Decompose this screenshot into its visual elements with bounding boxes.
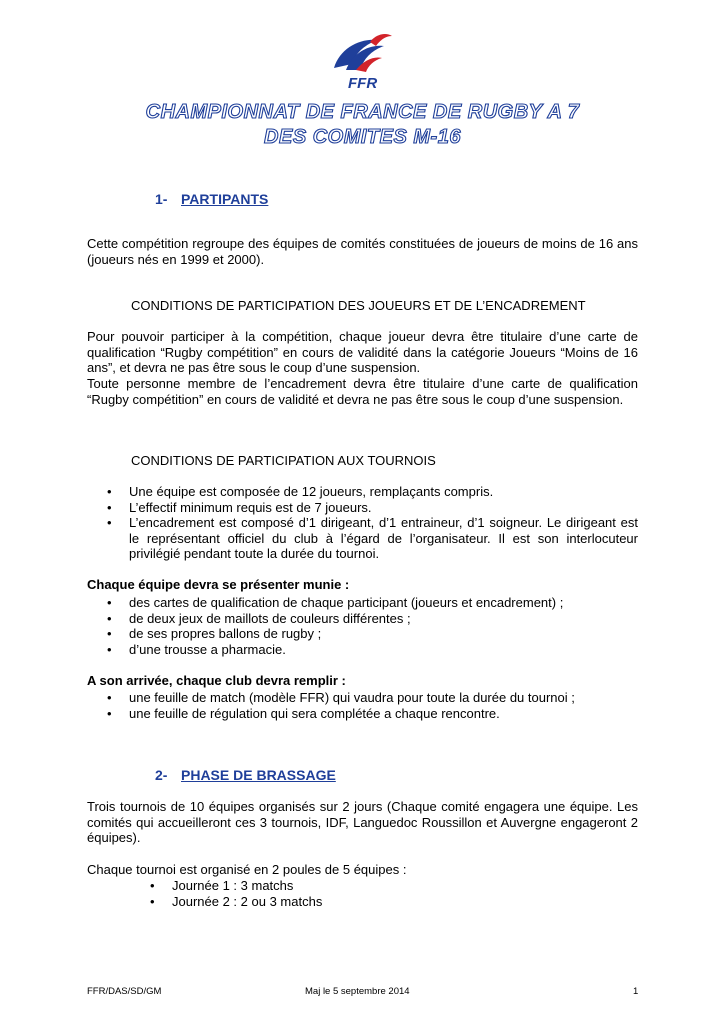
para-players: Pour pouvoir participer à la compétition, chaque joueur devra être titulaire d’une carte de qualification “Rugby compétition” en cours de validité dans la catégorie Joueurs “Moins de 16 ans”, et devra ne pas être sous le coup d’une suspension.	[87, 329, 638, 375]
bullet-icon: •	[107, 484, 112, 499]
bullet-icon: •	[150, 893, 155, 909]
doc-title-line1: CHAMPIONNAT DE FRANCE DE RUGBY A 7	[145, 101, 580, 123]
conditions-players-heading: CONDITIONS DE PARTICIPATION DES JOUEURS ET DE L’ENCADREMENT	[131, 298, 586, 313]
list-item: • d’une trousse a pharmacie.	[107, 641, 286, 657]
doc-title-line2: DES COMITES M-16	[264, 126, 461, 148]
bullet-icon: •	[107, 641, 112, 657]
bullet-icon: •	[150, 878, 155, 893]
bullet-icon: •	[107, 626, 112, 641]
bullet-icon: •	[107, 690, 112, 705]
page-number: 1	[633, 986, 639, 997]
section1-intro: Cette compétition regroupe des équipes de comités constituées de joueurs de moins de 16 ans (joueurs nés en 1999 et 2000).	[87, 236, 638, 267]
list-item: • une feuille de régulation qui sera complétée a chaque rencontre.	[107, 705, 500, 721]
list-item: • Une équipe est composée de 12 joueurs, remplaçants compris.	[107, 484, 494, 499]
list-item: • une feuille de match (modèle FFR) qui vaudra pour toute la durée du tournoi ;	[107, 690, 575, 705]
rooster-logo-icon	[326, 30, 396, 92]
section2-para2: Chaque tournoi est organisé en 2 poules de 5 équipes :	[87, 862, 407, 877]
bullet-icon: •	[107, 515, 112, 530]
list-item: • L’effectif minimum requis est de 7 joueurs.	[107, 499, 372, 515]
section2-para1: Trois tournois de 10 équipes organisés sur 2 jours (Chaque comité engagera une équipe. Les comités qui accueilleront ces 3 tournois, IDF, Languedoc Roussillon et Auvergne engageront 2 équipes).	[87, 799, 638, 845]
equip-heading: Chaque équipe devra se présenter munie :	[87, 577, 350, 592]
section2-title: PHASE DE BRASSAGE	[181, 767, 336, 783]
para-staff: Toute personne membre de l’encadrement devra être titulaire d’une carte de qualification “Rugby compétition” en cours de validité et devra ne pas être sous le coup d’une suspension.	[87, 376, 638, 407]
bullet-icon: •	[107, 499, 112, 515]
arrival-heading: A son arrivée, chaque club devra remplir :	[87, 673, 346, 688]
footer-ref: FFR/DAS/SD/GM	[87, 986, 162, 997]
list-item: • Journée 1 : 3 matchs	[150, 878, 294, 893]
bullet-icon: •	[107, 595, 112, 610]
section1-title: PARTIPANTS	[181, 191, 269, 207]
bullet-icon: •	[107, 705, 112, 721]
bullet-icon: •	[107, 610, 112, 626]
svg-text:FFR: FFR	[348, 75, 378, 92]
tournament-conditions-list	[104, 484, 638, 562]
equip-list	[104, 595, 638, 657]
list-item: • Journée 2 : 2 ou 3 matchs	[150, 893, 323, 909]
list-item: • de deux jeux de maillots de couleurs différentes ;	[107, 610, 411, 626]
list-item: • L’encadrement est composé d’1 dirigeant, d’1 entraineur, d’1 soigneur. Le dirigeant est le représentant officiel du club à l’égard de l’organisateur. Il est son interlocuteur privilégié pendant toute la durée du tournoi.	[107, 515, 638, 561]
section2-number: 2-	[155, 767, 168, 783]
conditions-tournaments-heading: CONDITIONS DE PARTICIPATION AUX TOURNOIS	[131, 453, 436, 468]
ffr-logo	[326, 30, 396, 92]
footer-date: Maj le 5 septembre 2014	[305, 986, 410, 997]
list-item: • de ses propres ballons de rugby ;	[107, 626, 322, 641]
section2-list	[147, 878, 547, 909]
section1-number: 1-	[155, 191, 168, 207]
list-item: • des cartes de qualification de chaque participant (joueurs et encadrement) ;	[107, 595, 564, 610]
arrival-list	[104, 690, 638, 721]
